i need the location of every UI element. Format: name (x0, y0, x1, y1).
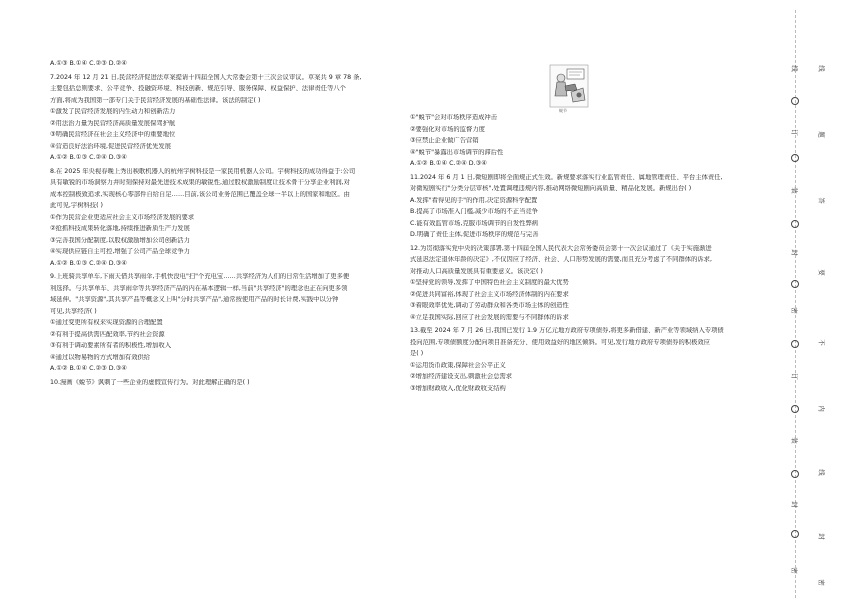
q12-stem-line: 式延迟法定退休年龄的决定》,不仅因应了经济、社会、人口形势发展的需要,而且充分考虑了不同群体的诉求, (410, 256, 712, 263)
q10-choice: ④"蜕节"暴露出市场调节的滞后性 (410, 148, 504, 156)
binding-char: 密 (790, 567, 799, 574)
binding-hole-icon (791, 220, 799, 228)
q13-choice: ②增加经济建设支出,刺激社会总需求 (410, 373, 513, 380)
q7-stem-line: 方面,将成为我国第一部专门关于民营经济发展的基础性法律。该法的制定( ) (50, 96, 261, 104)
q8-choice: ③完善我国分配制度,以股权激励增加公司创新活力 (50, 236, 190, 244)
q9-stem-line: 可见,共享经济( ) (50, 307, 97, 315)
question-11 (410, 174, 746, 239)
q7-stem-line: 主要包括总则要求、公平竞争、投融资环境、科技创新、规范引导、服务保障、权益保护、法律责任等八个 (50, 85, 346, 92)
q6-options: A.①③ B.①④ C.②③ D.②④ (50, 60, 127, 67)
binding-char: 线 (817, 65, 826, 72)
q8-stem-line: 8.在 2025 年央视春晚上秀出秧歌机器人的杭州宇树科技是一家民用机器人公司。宇树科技的成功得益于:公司 (50, 167, 356, 175)
q8-choice: ②抢抓科技成果转化落地,持续推进新质生产力发展 (50, 225, 190, 232)
cartoon-image (549, 64, 589, 108)
binding-char: 要 (817, 269, 826, 276)
binding-char: 内 (817, 405, 826, 412)
binding-hole-icon (791, 405, 799, 413)
q12-choice: ①坚持党的领导,发挥了中国特色社会主义制度的最大优势 (410, 279, 569, 286)
q8-stem-line: 此可见,宇树科技( ) (50, 202, 103, 209)
q13-choice: ③增加财政收入,优化财政收支结构 (410, 384, 506, 392)
q10-stem: 10.漫画《蜕节》讽刺了一些企业的虚假宣传行为。对此理解正确的是( ) (50, 378, 250, 386)
binding-char: 订 (790, 373, 799, 380)
q10-options: A.①② B.①④ C.②④ D.③④ (410, 160, 487, 167)
binding-char: 订 (790, 129, 799, 136)
binding-char: 线 (790, 65, 799, 72)
binding-char: 装 (790, 437, 799, 444)
q9-choice: ②有利于提高供需匹配效率,节约社会资源 (50, 330, 165, 338)
binding-hole-icon (791, 470, 799, 478)
q8-choice: ①作为民营企业更适应社会主义市场经济发展的要求 (50, 213, 195, 221)
q9-stem-line: 9.上班骑共享单车,下雨天借共享雨伞,手机快没电"扫"个充电宝……共享经济为人们的日常生活增加了更多便 (50, 273, 350, 280)
q10-choice: ②要强化对市场的监督力度 (410, 125, 485, 133)
q9-choice: ④通过以物易物的方式增加有效供给 (50, 353, 151, 361)
q11-choice: B.提高了市场准入门槛,减少市场的不正当竞争 (410, 208, 538, 215)
question-7 (50, 74, 382, 162)
q7-choice: ③明确民营经济在社会主义经济中的重要地位 (50, 131, 176, 138)
q8-choice: ④实现供应链自主可控,增强了公司产品全球竞争力 (50, 248, 190, 255)
binding-char: 装 (790, 187, 799, 194)
q12-choice: ②促进共同富裕,体现了社会主义市场经济体制的内在要求 (410, 290, 569, 298)
q7-choice: ②用法治力量为民营经济高质量发展保驾护航 (50, 119, 176, 127)
q11-choice: D.明确了责任主体,促进市场秩序的规范与完善 (410, 231, 539, 238)
q11-stem-line: 11.2024 年 6 月 1 日,微短剧即将全面规正式生效。新规要求落实行业监管责任、属地管理责任、平台主体责任, (410, 173, 723, 181)
q11-stem-line: 对微短剧实行"分类分层审核",处置调理违规内容,推动网络微短剧向高质量、精品化发展。新规出台( ) (410, 185, 692, 192)
binding-char: 密 (790, 307, 799, 314)
q10-choice: ①"蜕节"会对市场秩序造成冲击 (410, 114, 498, 121)
binding-char: 密 (817, 579, 826, 586)
left-column (50, 60, 382, 386)
q8-stem-line: 成本控制极致追求,实现核心零部件自给自足……目前,该公司业务范围已覆盖全球一半以上的国家和地区。由 (50, 190, 350, 198)
q13-stem-line: 是( ) (410, 350, 424, 357)
question-13 (410, 327, 746, 392)
binding-char: 不 (817, 339, 826, 346)
q7-options: A.①② B.①③ C.②④ D.③④ (50, 154, 127, 161)
q9-stem-line: 利选择。与共享单车、共享雨伞等共享经济产品的内在基本逻辑一样,当前"共享经济"的理念也正在向更多领 (50, 284, 348, 292)
q13-stem-line: 13.截至 2024 年 7 月 26 日,我国已发行 1.9 万亿元地方政府专项债券,将更多新借建、新产业等领域纳入专项债 (410, 327, 724, 334)
q7-stem-line: 7.2024 年 12 月 21 日,民营经济促进法草案提请十四届全国人大常委会第十三次会议审议。草案共 9 章 78 条, (50, 73, 362, 81)
q11-choice: C.能有效监管市场,克服市场调节的自发性弊病 (410, 219, 539, 227)
q12-choice: ③着眼效率优先,调动了劳动群众和各类市场主体的创造性 (410, 302, 569, 309)
binding-char: 封 (817, 533, 826, 540)
q9-stem-line: 域延伸。"共享资源",其共享产品等概念又上叫"分时共享产品",通常按使用产品的时长计费,实践中以分钟 (50, 296, 339, 303)
question-12 (410, 245, 746, 322)
q9-options: A.①② B.①④ C.②③ D.③④ (50, 365, 127, 372)
binding-hole-icon (791, 340, 799, 348)
question-10-choices (410, 114, 746, 168)
binding-char: 题 (817, 131, 826, 138)
binding-char: 封 (790, 249, 799, 256)
binding-hole-icon (791, 530, 799, 538)
binding-hole-icon (791, 97, 799, 105)
q9-choice: ①通过变更所有权来实现资源的合理配置 (50, 319, 163, 326)
q12-stem-line: 12.为贯彻落实党中央的决策部署,第十四届全国人民代表大会常务委员会第十一次会议通过了《关于实施渐进 (410, 244, 712, 252)
binding-hole-icon (791, 154, 799, 162)
q13-stem-line: 投向范围,专项债额度分配向项目准备充分、使用效益好的地区倾斜。可见,发行地方政府专项债券的积极效应 (410, 338, 710, 346)
q13-choice: ①运用货币政策,保障社会公平正义 (410, 361, 506, 369)
question-9 (50, 273, 382, 373)
q10-choice: ③应禁止企业做广告营销 (410, 137, 479, 144)
q8-options: A.①② B.①③ C.②④ D.③④ (50, 259, 127, 267)
binding-char: 答 (817, 197, 826, 204)
q12-stem-line: 对推动人口高质量发展具有重要意义。该决定( ) (410, 267, 543, 275)
q12-choice: ④立足我国实际,回应了社会发展的需要与不同群体的诉求 (410, 313, 569, 321)
cartoon-caption: 蜕节 (559, 108, 567, 113)
q9-choice: ③有利于调动要素所有者的积极性,增加收入 (50, 342, 171, 349)
question-8 (50, 168, 382, 268)
binding-char: 封 (790, 501, 799, 508)
q11-choice: A.发挥"看得见的手"的作用,决定资源科学配置 (410, 196, 538, 204)
binding-margin (787, 0, 860, 608)
q8-stem-line: 具有敏锐的市场洞察力并时刻保持对最先进技术成果的敏锐性,通过股权激励制度让技术骨干分享企业利润,对 (50, 179, 350, 186)
binding-char: 线 (817, 469, 826, 476)
q7-choice: ①激发了民营经济发展的内生动力和创新活力 (50, 108, 176, 115)
binding-hole-icon (791, 280, 799, 288)
q7-choice: ④营造良好法治环境,促进民营经济优先发展 (50, 142, 171, 150)
right-column (410, 114, 746, 392)
